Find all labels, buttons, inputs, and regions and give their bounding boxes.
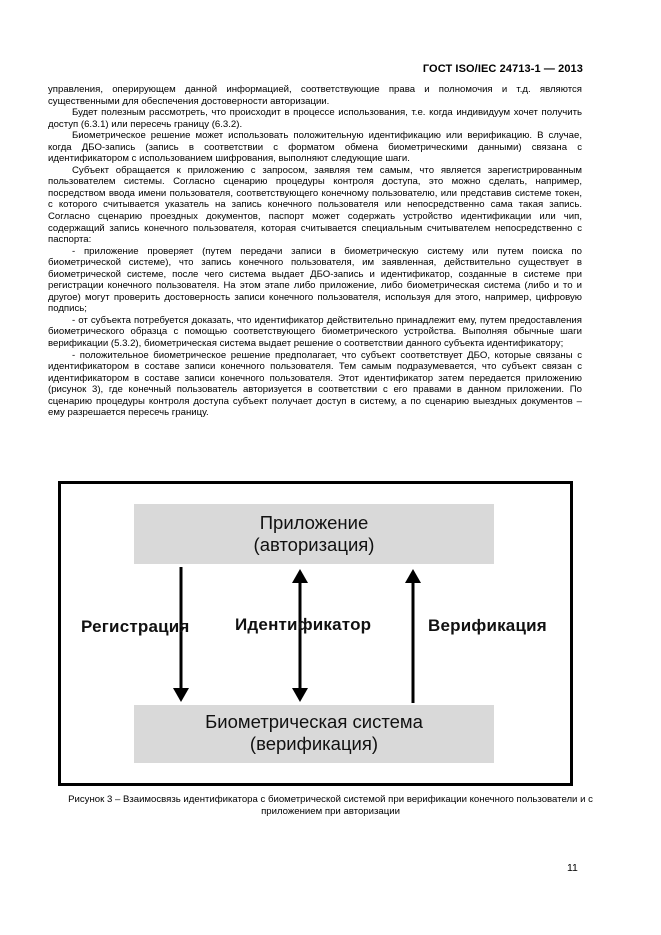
paragraph: Субъект обращается к приложению с запросом, заявляя тем самым, что является зарегистрированным пользователем системы. Согласно сценарию процедуры контроля доступа, это можно сделать, например, посредством ввода имени пользователя, соответствующего конечному пользователю, или представив системе токен, с которого считывается указатель на запись конечного пользователя или непосредственно сама такая запись. Согласно сценарию проездных документов, паспорт может содержать устройство идентификации или чип, содержащий запись конечного пользователя, которая считывается специальным считывателем непосредственно с паспорта: <box>48 164 582 246</box>
list-item: - приложение проверяет (путем передачи записи в биометрическую систему или путем поиска по биометрической системе), что запись конечного пользователя, им заявленная, действительно существует в биометрической системе, после чего система выдает ДБО-запись и идентификатор, созданные в системе при регистрации конечного пользователя. На этом этапе либо приложение, либо биометрическая система (либо и то и другое) могут проверить достоверность записи конечного пользователя, используя для этого, например, цифровую подпись; <box>48 245 582 315</box>
biometric-system-title: Биометрическая система <box>205 711 423 732</box>
list-item: - положительное биометрическое решение предполагает, что субъект соответствует ДБО, которые связаны с идентификатором в составе записи конечного пользователя. Тем самым подразумевается, что субъект связан с идентификатором в составе записи конечного пользователя. Этот идентификатор затем передается приложению (рисунок 3), где конечный пользователь авторизуется в соответствии с его правами в данном приложении. По сценарию процедуры контроля доступа субъект получает доступ в систему, а по сценарию выездных документов – ему разрешается пересечь границу. <box>48 349 582 419</box>
figure-caption: Рисунок 3 – Взаимосвязь идентификатора с биометрической системой при верификации конечного пользователи и с приложением при авторизации <box>68 794 593 817</box>
application-subtitle: (авторизация) <box>253 534 375 555</box>
paragraph: управления, оперирующем данной информацией, соответствующие права и полномочия и т.д. являются существенными для обеспечения достоверности авторизации. <box>48 84 582 107</box>
verification-label: Верификация <box>428 616 547 635</box>
registration-arrowhead <box>173 688 189 702</box>
body-text <box>48 84 582 419</box>
page-number: 11 <box>567 862 578 874</box>
identifier-arrowhead-up <box>292 569 308 583</box>
application-title: Приложение <box>259 512 369 533</box>
paragraph: Будет полезным рассмотреть, что происходит в процессе использования, т.е. когда индивидуум хочет получить доступ (6.3.1) или пересечь границу (6.3.2). <box>48 107 582 130</box>
verification-arrowhead <box>405 569 421 583</box>
paragraph: Биометрическое решение может использовать положительную идентификацию или верификацию. В случае, когда ДБО-запись (запись в соответствии с форматом обмена биометрическими данными) связана с идентификатором с использованием шифрования, выполняют следующие шаги. <box>48 130 582 165</box>
identifier-label: Идентификатор <box>235 615 372 634</box>
biometric-system-subtitle: (верификация) <box>249 733 379 754</box>
figure-3-diagram <box>58 481 573 786</box>
document-header: ГОСТ ISO/IEC 24713-1 — 2013 <box>422 63 583 75</box>
registration-label: Регистрация <box>81 617 190 636</box>
identifier-arrowhead-down <box>292 688 308 702</box>
list-item: - от субъекта потребуется доказать, что идентификатор действительно принадлежит ему, путем предоставления биометрического образца с помощью соответствующего биометрического устройства. Выполняя обычные шаги верификации (5.3.2), биометрическая система выдает решение о соответствии данного субъекта идентификатору; <box>48 314 582 350</box>
